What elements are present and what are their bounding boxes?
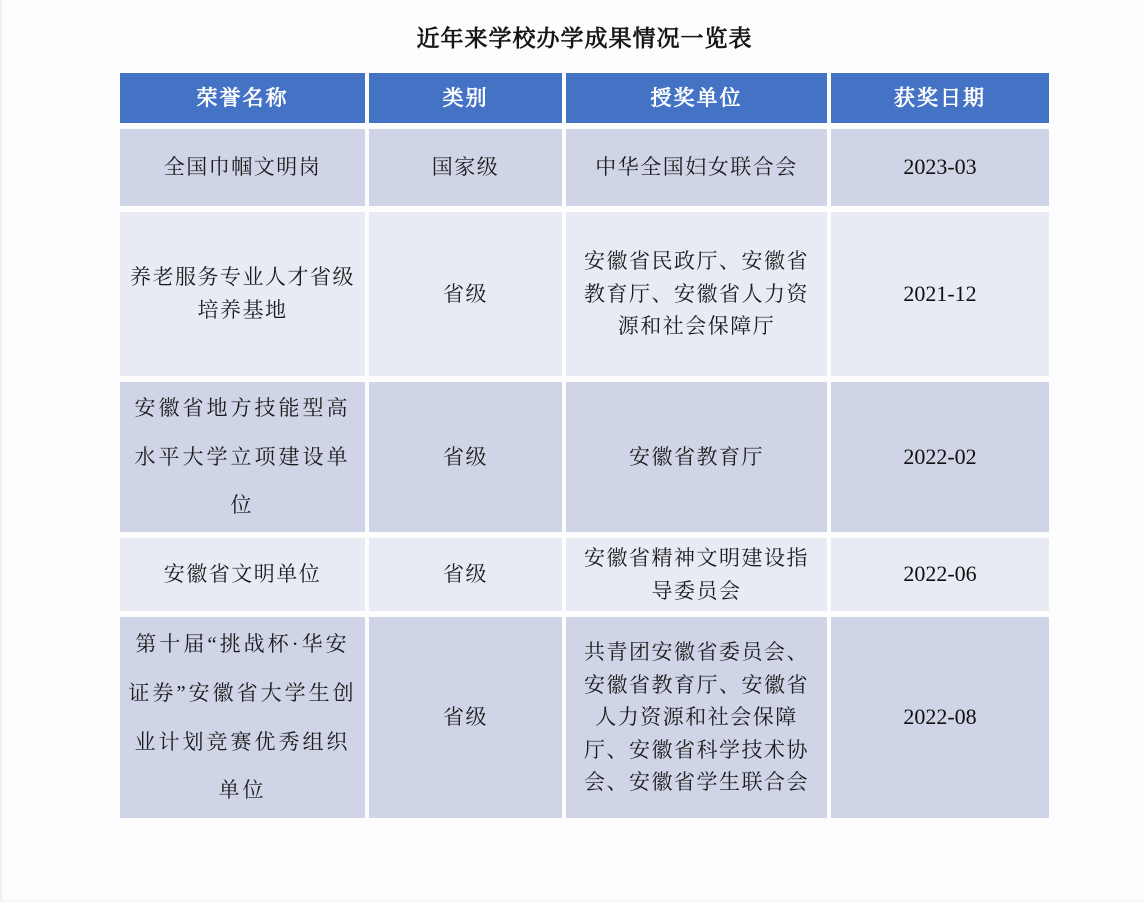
column-header-awarding-unit: 授奖单位 bbox=[566, 73, 827, 123]
table-cell-honor-name: 全国巾帼文明岗 bbox=[120, 129, 365, 206]
table-cell-category: 国家级 bbox=[369, 129, 562, 206]
column-header-honor-name: 荣誉名称 bbox=[120, 73, 365, 123]
table-cell-category: 省级 bbox=[369, 617, 562, 818]
table-cell-award-date: 2022-02 bbox=[831, 382, 1049, 532]
table-cell-award-date: 2021-12 bbox=[831, 212, 1049, 376]
table-cell-honor-name: 安徽省地方技能型高水平大学立项建设单位 bbox=[120, 382, 365, 532]
column-header-category: 类别 bbox=[369, 73, 562, 123]
table-cell-honor-name: 安徽省文明单位 bbox=[120, 538, 365, 611]
table-cell-awarding-unit: 安徽省精神文明建设指导委员会 bbox=[566, 538, 827, 611]
table-cell-honor-name: 养老服务专业人才省级培养基地 bbox=[120, 212, 365, 376]
column-header-award-date: 获奖日期 bbox=[831, 73, 1049, 123]
table-cell-award-date: 2023-03 bbox=[831, 129, 1049, 206]
table-cell-awarding-unit: 安徽省教育厅 bbox=[566, 382, 827, 532]
table-cell-category: 省级 bbox=[369, 538, 562, 611]
table-cell-award-date: 2022-08 bbox=[831, 617, 1049, 818]
achievements-table bbox=[120, 73, 1049, 818]
table-cell-awarding-unit: 中华全国妇女联合会 bbox=[566, 129, 827, 206]
table-cell-awarding-unit: 共青团安徽省委员会、安徽省教育厅、安徽省人力资源和社会保障厅、安徽省科学技术协会、安徽省学生联合会 bbox=[566, 617, 827, 818]
document-content bbox=[120, 20, 1049, 818]
table-cell-honor-name: 第十届“挑战杯·华安证券”安徽省大学生创业计划竞赛优秀组织单位 bbox=[120, 617, 365, 818]
table-cell-category: 省级 bbox=[369, 382, 562, 532]
page-title: 近年来学校办学成果情况一览表 bbox=[416, 25, 753, 51]
table-cell-awarding-unit: 安徽省民政厅、安徽省教育厅、安徽省人力资源和社会保障厅 bbox=[566, 212, 827, 376]
table-cell-award-date: 2022-06 bbox=[831, 538, 1049, 611]
table-cell-category: 省级 bbox=[369, 212, 562, 376]
